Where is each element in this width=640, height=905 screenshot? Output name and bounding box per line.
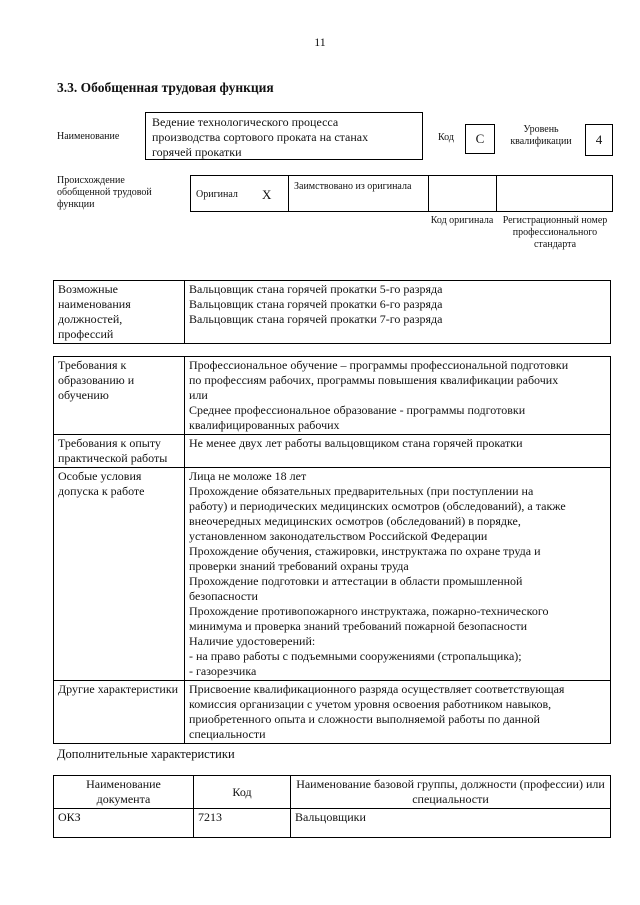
origin-label: Происхождение обобщенной трудовой функции xyxy=(57,175,152,210)
condition-line: работу) и периодических медицинских осмотров (обследований), а также xyxy=(189,499,566,513)
special-conditions-label: Особые условия допуска к работе xyxy=(54,468,185,681)
code-value: C xyxy=(465,124,495,154)
table-row xyxy=(54,681,611,744)
header-base-group: Наименование базовой группы, должности (профессии) или специальности xyxy=(291,776,611,809)
row-document: ОКЗ xyxy=(54,809,194,838)
condition-line: - на право работы с подъемными сооружениями (стропальщика); xyxy=(189,649,522,663)
other-line: комиссия организации с учетом уровня освоения работником навыков, xyxy=(189,697,552,711)
education-line: по профессиям рабочих, программы повышения квалификации рабочих xyxy=(189,373,559,387)
other-line: приобретенного опыта и сложности выполняемой работы по данной xyxy=(189,712,540,726)
education-value xyxy=(185,357,611,435)
code-label: Код xyxy=(438,132,454,143)
name-line: Ведение технологического процесса xyxy=(152,115,339,129)
header-document: Наименование документа xyxy=(54,776,194,809)
education-line: квалифицированных рабочих xyxy=(189,418,340,432)
table-row xyxy=(54,357,611,435)
other-characteristics-label: Другие характеристики xyxy=(54,681,185,744)
experience-line: Не менее двух лет работы вальцовщиком стана горячей прокатки xyxy=(189,436,523,450)
education-line: Среднее профессиональное образование - программы подготовки xyxy=(189,403,526,417)
condition-line: безопасности xyxy=(189,589,258,603)
condition-line: Прохождение подготовки и аттестации в области промышленной xyxy=(189,574,523,588)
condition-line: проверки знаний требований охраны труда xyxy=(189,559,409,573)
borrowed-label: Заимствовано из оригинала xyxy=(294,181,412,192)
table-row xyxy=(54,468,611,681)
position-line: Вальцовщик стана горячей прокатки 5-го разряда xyxy=(189,282,443,296)
section-title: 3.3. Обобщенная трудовая функция xyxy=(57,80,274,95)
position-line: Вальцовщик стана горячей прокатки 6-го разряда xyxy=(189,297,443,311)
other-line: специальности xyxy=(189,727,266,741)
name-line: производства сортового проката на станах xyxy=(152,130,369,144)
condition-line: - газорезчика xyxy=(189,664,257,678)
positions-table xyxy=(53,280,611,344)
positions-value xyxy=(185,281,611,344)
position-line: Вальцовщик стана горячей прокатки 7-го разряда xyxy=(189,312,443,326)
condition-line: минимума и проверка знаний требований пожарной безопасности xyxy=(189,619,528,633)
original-label: Оригинал xyxy=(196,189,238,200)
special-conditions-value xyxy=(185,468,611,681)
page-number: 11 xyxy=(314,35,326,49)
reg-number-caption: Регистрационный номер профессионального стандарта xyxy=(502,215,608,250)
requirements-table xyxy=(53,356,611,744)
positions-label: Возможные наименования должностей, профессий xyxy=(54,281,185,344)
row-code: 7213 xyxy=(194,809,291,838)
education-line: или xyxy=(189,388,208,402)
table-header-row xyxy=(54,776,611,809)
table-row xyxy=(54,435,611,468)
other-characteristics-value xyxy=(185,681,611,744)
level-value: 4 xyxy=(585,124,613,156)
name-label: Наименование xyxy=(57,131,120,142)
additional-table xyxy=(53,775,611,838)
condition-line: Наличие удостоверений: xyxy=(189,634,316,648)
education-label: Требования к образованию и обучению xyxy=(54,357,185,435)
original-mark: X xyxy=(262,187,272,202)
name-line: горячей прокатки xyxy=(152,145,242,159)
condition-line: внеочередных медицинских осмотров (обследований) в порядке, xyxy=(189,514,521,528)
code-original-caption: Код оригинала xyxy=(430,215,494,226)
header-code: Код xyxy=(194,776,291,809)
condition-line: установленном законодательством Российской Федерации xyxy=(189,529,488,543)
condition-line: Прохождение обязательных предварительных (при поступлении на xyxy=(189,484,534,498)
condition-line: Прохождение противопожарного инструктажа, пожарно-технического xyxy=(189,604,549,618)
other-line: Присвоение квалификационного разряда осуществляет соответствующая xyxy=(189,682,565,696)
experience-label: Требования к опыту практической работы xyxy=(54,435,185,468)
additional-title: Дополнительные характеристики xyxy=(57,747,235,761)
row-base-group: Вальцовщики xyxy=(291,809,611,838)
name-value-box xyxy=(145,112,423,160)
education-line: Профессиональное обучение – программы профессиональной подготовки xyxy=(189,358,569,372)
table-row xyxy=(54,281,611,344)
experience-value xyxy=(185,435,611,468)
table-row xyxy=(54,809,611,838)
condition-line: Прохождение обучения, стажировки, инструктажа по охране труда и xyxy=(189,544,541,558)
level-label: Уровень квалификации xyxy=(510,124,572,147)
condition-line: Лица не моложе 18 лет xyxy=(189,469,307,483)
